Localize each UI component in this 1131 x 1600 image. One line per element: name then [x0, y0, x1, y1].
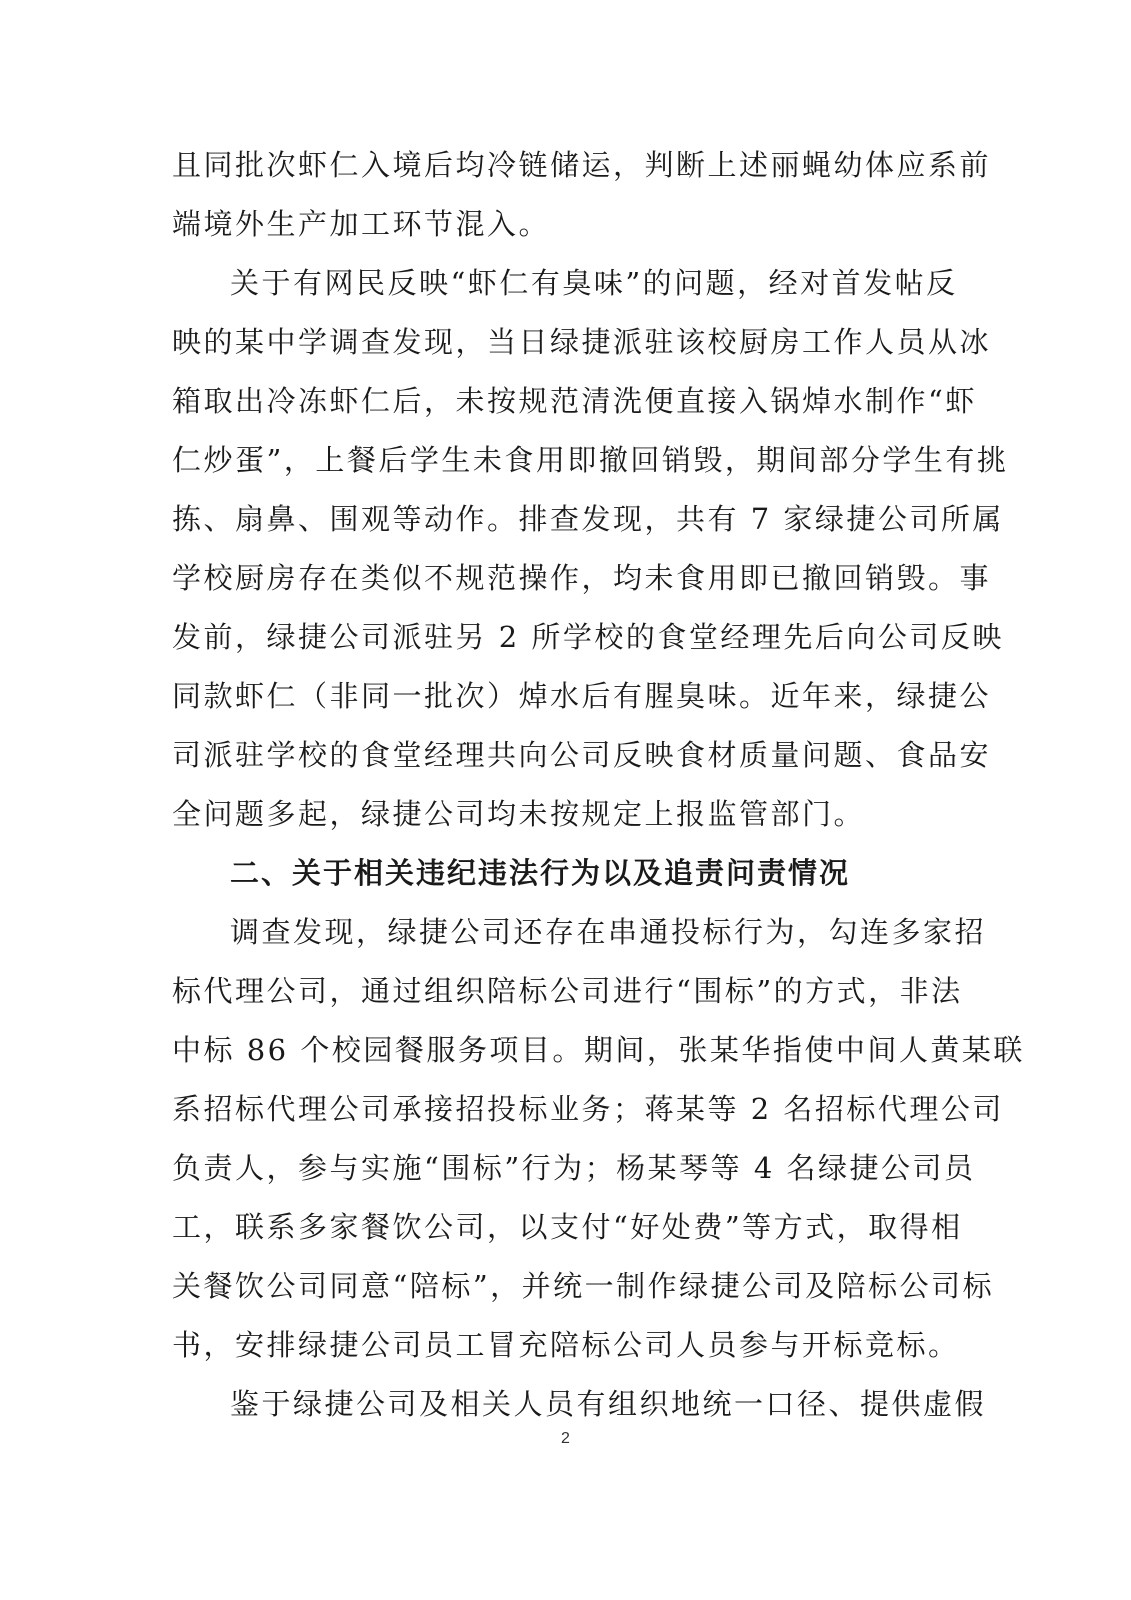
text-line: 发前，绿捷公司派驻另 2 所学校的食堂经理先后向公司反映	[172, 620, 1004, 654]
text-line: 且同批次虾仁入境后均冷链储运，判断上述丽蝇幼体应系前	[172, 148, 992, 182]
text-line: 仁炒蛋”，上餐后学生未食用即撤回销毁，期间部分学生有挑	[172, 443, 1009, 477]
text-line: 全问题多起，绿捷公司均未按规定上报监管部门。	[172, 797, 866, 831]
text-line: 同款虾仁（非同一批次）焯水后有腥臭味。近年来，绿捷公	[172, 679, 992, 713]
text-line: 负责人，参与实施“围标”行为；杨某琴等 4 名绿捷公司员	[172, 1151, 976, 1185]
paragraph-2	[172, 254, 1009, 844]
paragraph-1	[172, 136, 992, 254]
text-line: 关于有网民反映“虾仁有臭味”的问题，经对首发帖反	[230, 266, 958, 300]
text-line: 中标 86 个校园餐服务项目。期间，张某华指使中间人黄某联	[172, 1033, 1025, 1067]
paragraph-4	[172, 1375, 987, 1434]
text-line: 司派驻学校的食堂经理共向公司反映食材质量问题、食品安	[172, 738, 992, 772]
text-line: 标代理公司，通过组织陪标公司进行“围标”的方式，非法	[172, 974, 963, 1008]
text-line: 工，联系多家餐饮公司，以支付“好处费”等方式，取得相	[172, 1210, 963, 1244]
text-line: 鉴于绿捷公司及相关人员有组织地统一口径、提供虚假	[230, 1387, 987, 1421]
page-number: 2	[561, 1430, 570, 1447]
text-line: 调查发现，绿捷公司还存在串通投标行为，勾连多家招	[230, 915, 987, 949]
section-heading: 二、关于相关违纪违法行为以及追责问责情况	[230, 856, 851, 890]
text-line: 端境外生产加工环节混入。	[172, 207, 551, 241]
text-line: 拣、扇鼻、围观等动作。排查发现，共有 7 家绿捷公司所属	[172, 502, 1004, 536]
document-body	[172, 136, 1025, 1434]
paragraph-3	[172, 903, 1025, 1375]
text-line: 系招标代理公司承接招投标业务；蒋某等 2 名招标代理公司	[172, 1092, 1004, 1126]
text-line: 学校厨房存在类似不规范操作，均未食用即已撤回销毁。事	[172, 561, 992, 595]
text-line: 书，安排绿捷公司员工冒充陪标公司人员参与开标竞标。	[172, 1328, 960, 1362]
text-line: 映的某中学调查发现，当日绿捷派驻该校厨房工作人员从冰	[172, 325, 992, 359]
text-line: 箱取出冷冻虾仁后，未按规范清洗便直接入锅焯水制作“虾	[172, 384, 977, 418]
text-line: 关餐饮公司同意“陪标”，并统一制作绿捷公司及陪标公司标	[172, 1269, 995, 1303]
